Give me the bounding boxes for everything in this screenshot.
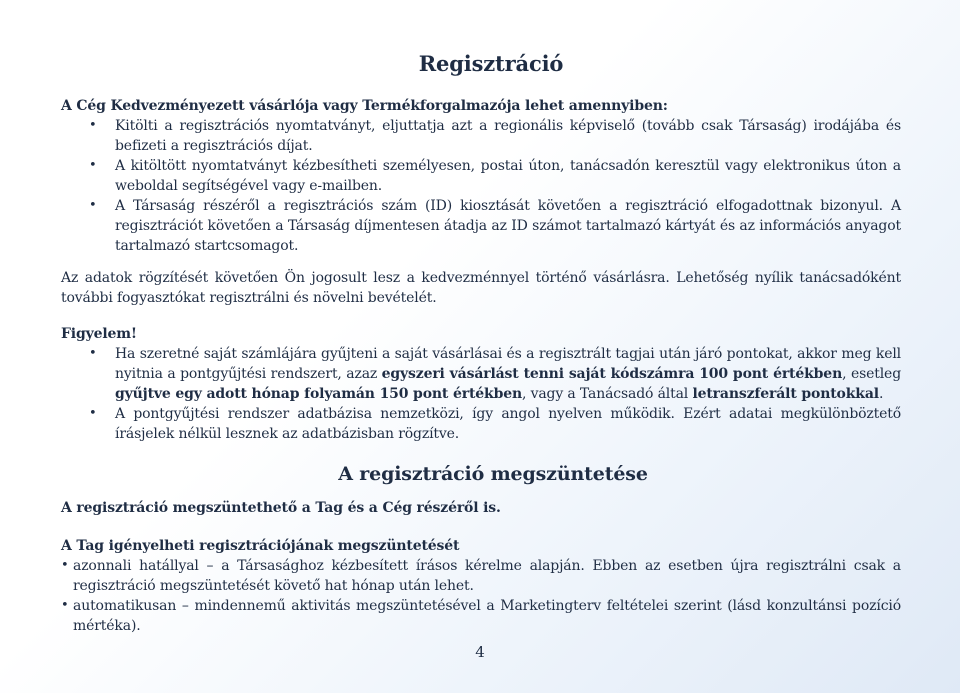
bullet-icon: • xyxy=(61,558,69,573)
list-item xyxy=(61,556,901,596)
list-item-text: automatikusan – mindennemű aktivitás megszüntetésével a Marketingterv feltételei szerint (lásd konzultánsi pozíció mértéka). xyxy=(73,598,901,634)
cancellation-heading: A regisztráció megszüntethető a Tag és a Cég részéről is. xyxy=(61,500,501,516)
section-heading-eligibility: A Cég Kedvezményezett vásárlója vagy Termékforgalmazója lehet amennyiben: xyxy=(61,98,668,114)
cancellation-list xyxy=(61,556,901,636)
list-item xyxy=(61,344,901,404)
bullet-icon: • xyxy=(89,346,97,361)
bullet-icon: • xyxy=(61,598,69,613)
list-item-text: Ha szeretné saját számlájára gyűjteni a saját vásárlásai és a regisztrált tagjai után járó pontokat, akkor meg kell nyitnia a pontgyűjtési rendszert, azaz egyszeri vásárlást tenni saját kódszámra 100 pont értékben, esetleg gyűjtve egy adott hónap folyamán 150 pont értékben, vagy a Tanácsadó által letranszferált pontokkal. xyxy=(115,346,902,402)
list-item xyxy=(61,404,901,444)
list-item-text: A pontgyűjtési rendszer adatbázisa nemzetközi, így angol nyelven működik. Ezért adatai megkülönböztető írásjelek nélkül lesznek az adatbázisban rögzítve. xyxy=(115,406,901,442)
page-title: Regisztráció xyxy=(418,51,564,76)
attention-heading: Figyelem! xyxy=(61,326,137,342)
bold-phrase: gyűjtve egy adott hónap folyamán 150 pont értékben xyxy=(115,386,522,402)
member-cancellation-heading: A Tag igényelheti regisztrációjának megszüntetését xyxy=(61,538,460,554)
list-item xyxy=(61,196,901,256)
bullet-icon: • xyxy=(89,406,97,421)
list-item-text: Kitölti a regisztrációs nyomtatványt, eljuttatja azt a regionális képviselő (tovább csak Társaság) irodájába és befizeti a regisztrációs díjat. xyxy=(115,118,901,154)
rights-paragraph: Az adatok rögzítését követően Ön jogosult lesz a kedvezménnyel történő vásárlásra. Lehetőség nyílik tanácsadóként további fogyasztókat regisztrálni és növelni bevételét. xyxy=(61,270,901,306)
list-item-text: A kitöltött nyomtatványt kézbesítheti személyesen, postai úton, tanácsadón keresztül vagy elektronikus úton a weboldal segítségével vagy e-mailben. xyxy=(115,158,901,194)
document-page xyxy=(61,51,902,636)
list-item xyxy=(61,156,901,196)
bullet-icon: • xyxy=(89,198,97,213)
eligibility-list xyxy=(61,116,901,256)
bullet-icon: • xyxy=(89,118,97,133)
list-item-text: azonnali hatállyal – a Társasághoz kézbesített írásos kérelme alapján. Ebben az esetben újra regisztrálni csak a regisztráció megszüntetését követő hat hónap után lehet. xyxy=(73,558,901,594)
bullet-icon: • xyxy=(89,158,97,173)
attention-list xyxy=(61,344,901,444)
section-title-cancellation: A regisztráció megszüntetése xyxy=(338,463,648,485)
list-item xyxy=(61,116,901,156)
page-number: 4 xyxy=(475,643,485,661)
bold-phrase: egyszeri vásárlást tenni saját kódszámra 100 pont értékben xyxy=(381,366,843,382)
bold-phrase: letranszferált pontokkal xyxy=(692,386,879,402)
list-item xyxy=(61,596,901,636)
list-item-text: A Társaság részéről a regisztrációs szám (ID) kiosztását követően a regisztráció elfogadottnak bizonyul. A regisztrációt követően a Társaság díjmentesen átadja az ID számot tartalmazó kártyát és az információs anyagot tartalmazó startcsomagot. xyxy=(115,198,901,254)
